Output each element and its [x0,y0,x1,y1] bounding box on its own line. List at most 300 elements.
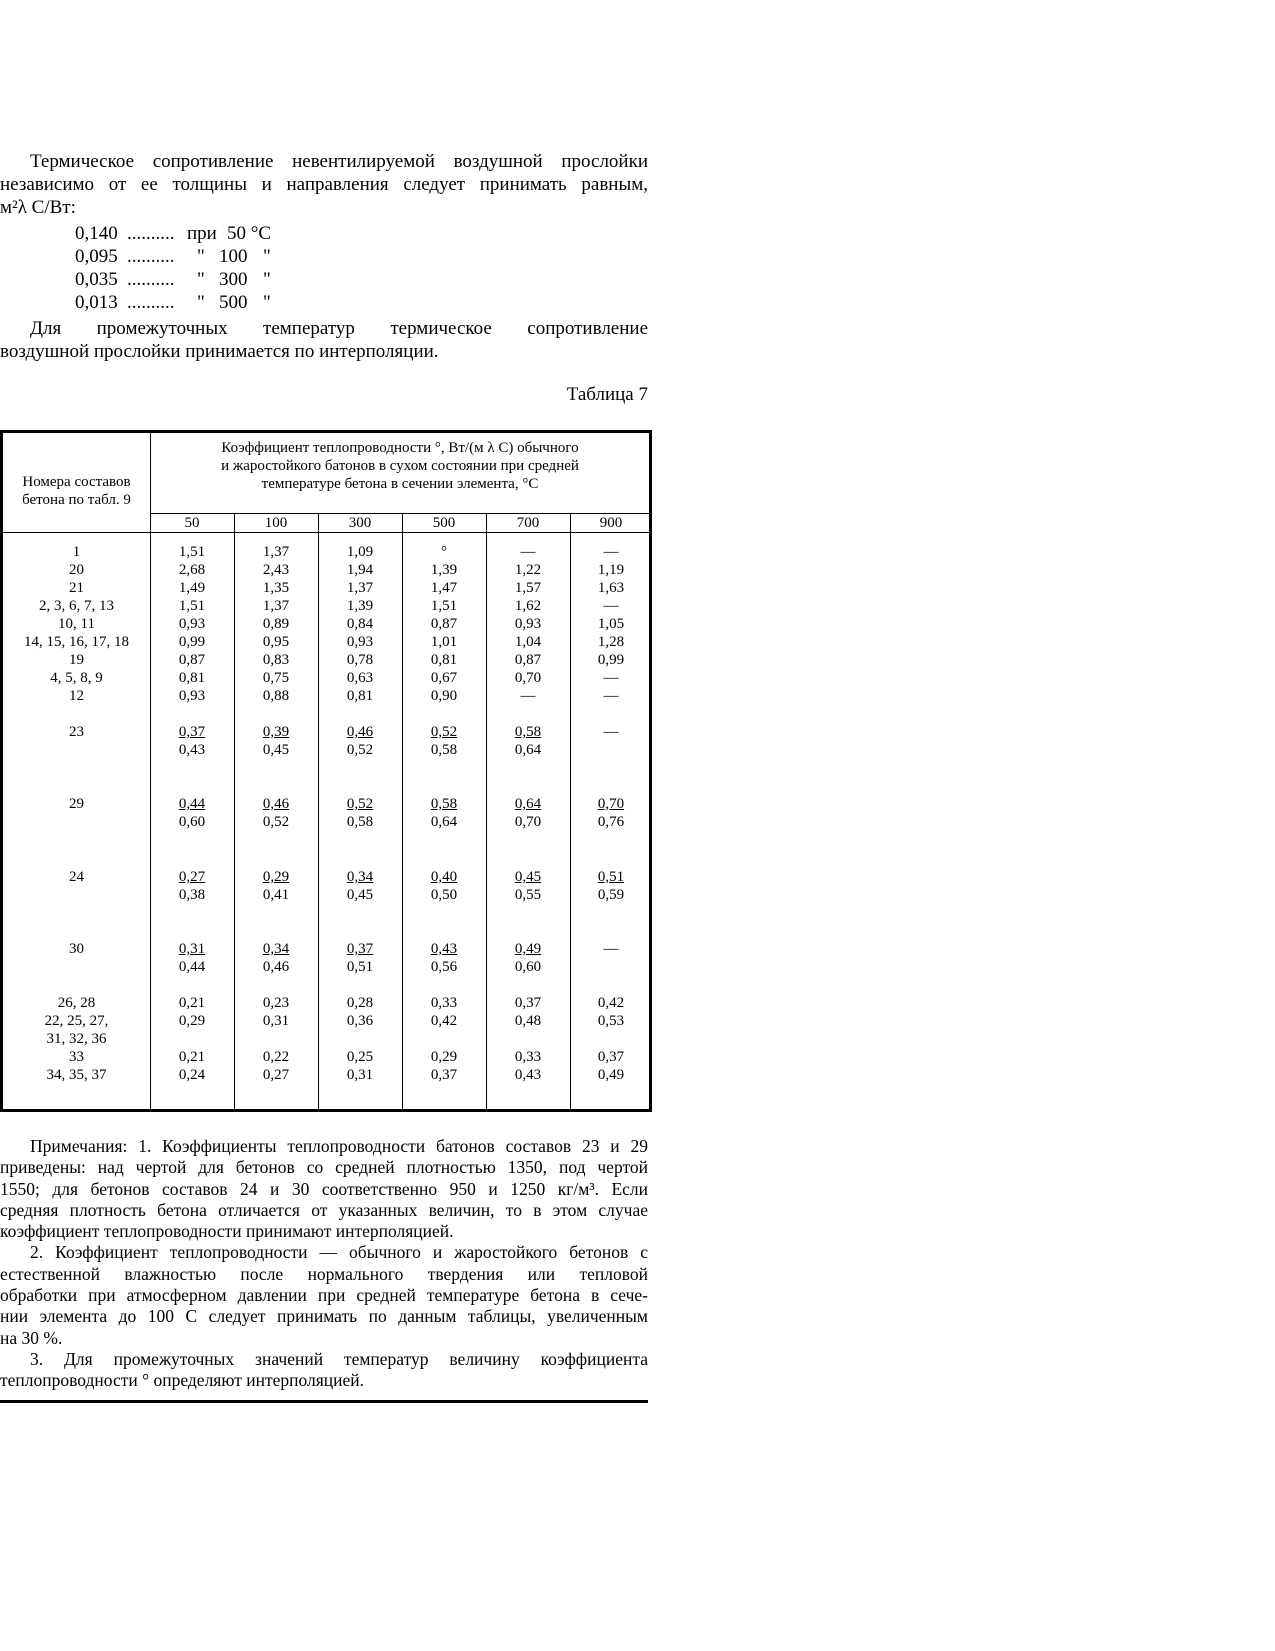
table-cell [150,1048,234,1066]
table-cell [402,1048,486,1066]
table-cell [570,687,652,705]
intro-unit: м²λ C/Вт: [0,197,76,218]
table-cell [150,687,234,705]
conductivity-value: 0,58 [514,724,542,740]
table-cell [318,543,402,561]
resistance-prefix: при [187,223,217,244]
conductivity-value: 1,94 [346,562,374,578]
table-cell [402,561,486,579]
conductivity-value: — [520,544,536,560]
table-cell [570,1066,652,1084]
table-cell [150,994,234,1012]
table-cell [150,633,234,651]
table-cell [234,615,318,633]
resistance-prefix: " [197,292,205,313]
conductivity-value: 0,37 [430,1067,458,1083]
conductivity-value: 0,70 [597,796,625,812]
conductivity-value: 0,33 [430,995,458,1011]
conductivity-value: 0,46 [346,724,374,740]
conductivity-value: 0,29 [430,1049,458,1065]
resistance-suffix: " [263,246,271,267]
table-cell [402,543,486,561]
notes-bottom-rule [0,1400,648,1403]
row-label: 21 [69,580,84,596]
conductivity-value: 1,49 [178,580,206,596]
row-label: 22, 25, 27, [44,1013,109,1029]
conductivity-value: 1,04 [514,634,542,650]
conductivity-value: 1,51 [178,598,206,614]
conductivity-value: 2,43 [262,562,290,578]
resistance-value: 0,140 [75,223,118,244]
conductivity-value: 0,89 [262,616,290,632]
table-title: Таблица 7 [566,384,648,405]
leader-dots: .......... [127,292,175,313]
conductivity-value: 1,35 [262,580,290,596]
note-line-5: коэффициент теплопроводности принимают интерполяцией. [0,1221,454,1242]
note-line-9: нии элемента до 100 C следует принимать по данным таблицы, увеличенным [0,1306,648,1327]
conductivity-value-below-line: 0,46 [262,959,290,975]
resistance-temp: 300 [219,269,248,290]
conductivity-value: 0,37 [178,724,206,740]
leader-dots: .......... [127,246,175,267]
conductivity-value: 0,87 [178,652,206,668]
conductivity-value: 0,34 [262,941,290,957]
conductivity-value-below-line: 0,55 [514,887,542,903]
note-line-8: обработки при атмосферном давлении при средней температуре бетона в сече- [0,1285,648,1306]
row-label: 24 [69,869,84,885]
conductivity-value: 0,34 [346,869,374,885]
intro-line-2: независимо от ее толщины и направления следует принимать равным, [0,174,648,195]
interp-line-1: Для промежуточных температур термическое сопротивление [30,318,648,339]
temperature-header: 300 [348,515,372,531]
table-cell [318,579,402,597]
table-cell [234,687,318,705]
conductivity-value: 2,68 [178,562,206,578]
conductivity-value: 0,39 [262,724,290,740]
resistance-value: 0,095 [75,246,118,267]
table-cell [486,868,570,886]
table-cell [234,651,318,669]
row-label: 31, 32, 36 [46,1031,107,1047]
resistance-prefix: " [197,246,205,267]
conductivity-value: 1,22 [514,562,542,578]
conductivity-value-below-line: 0,45 [346,887,374,903]
table-cell [486,651,570,669]
conductivity-value: 0,27 [178,869,206,885]
temperature-header: 100 [264,515,288,531]
table-cell [318,1048,402,1066]
note-line-12: теплопроводности ° определяют интерполяцией. [0,1370,365,1391]
header-top-line-1: Коэффициент теплопроводности °, Вт/(м λ C) обычного [221,440,579,456]
conductivity-value: 0,43 [514,1067,542,1083]
table-cell [402,579,486,597]
conductivity-value: 0,87 [430,616,458,632]
conductivity-value: 0,93 [178,688,206,704]
conductivity-value-below-line: 0,59 [597,887,625,903]
table-cell [234,597,318,615]
note-line-11: 3. Для промежуточных значений температур величину коэффициента [30,1348,648,1369]
table-cell [402,795,486,813]
table-cell [402,597,486,615]
table-cell [318,795,402,813]
conductivity-value: 1,63 [597,580,625,596]
conductivity-value: 0,43 [430,941,458,957]
header-bottom-rule [3,532,649,533]
row-label: 2, 3, 6, 7, 13 [39,598,114,614]
conductivity-value: 0,23 [262,995,290,1011]
table-cell [234,1048,318,1066]
temperature-header: 50 [184,515,200,531]
table-cell [402,615,486,633]
conductivity-value: 1,47 [430,580,458,596]
table-cell [318,669,402,687]
intro-line-1: Термическое сопротивление невентилируемой воздушной прослойки [30,151,648,172]
table-cell [402,1012,486,1030]
table-cell [486,633,570,651]
interp-line-2: воздушной прослойки принимается по интерполяции. [0,341,439,362]
table-cell [318,1066,402,1084]
conductivity-value: 1,57 [514,580,542,596]
table-cell [402,651,486,669]
leader-dots: .......... [127,269,175,290]
table-cell [570,579,652,597]
temperature-header: 900 [599,515,623,531]
interpolation-paragraph [0,317,648,363]
conductivity-value: 1,28 [597,634,625,650]
conductivity-value: 0,40 [430,869,458,885]
conductivity-value: 0,67 [430,670,458,686]
header-top-line-2: и жаростойкого батонов в сухом состоянии при средней [221,458,579,474]
row-label: 26, 28 [57,995,96,1011]
row-label: 14, 15, 16, 17, 18 [24,634,129,650]
conductivity-value: 0,46 [262,796,290,812]
conductivity-value: 0,42 [430,1013,458,1029]
conductivity-value: 0,31 [262,1013,290,1029]
conductivity-value: 1,51 [178,544,206,560]
conductivity-value: 1,09 [346,544,374,560]
conductivity-value: — [603,670,619,686]
conductivity-value: 1,62 [514,598,542,614]
resistance-value: 0,013 [75,292,118,313]
table-cell [570,633,652,651]
conductivity-value: 0,48 [514,1013,542,1029]
table-cell [570,669,652,687]
conductivity-value: 0,36 [346,1013,374,1029]
conductivity-value: 0,87 [514,652,542,668]
table-cell [318,561,402,579]
conductivity-value: 0,81 [346,688,374,704]
table-cell [234,633,318,651]
table-cell [486,1012,570,1030]
conductivity-value-below-line: 0,70 [514,814,542,830]
row-label: 30 [69,941,84,957]
table-cell [318,868,402,886]
table-cell [150,615,234,633]
row-label: 12 [69,688,84,704]
conductivity-value: 0,63 [346,670,374,686]
conductivity-value: 0,37 [514,995,542,1011]
conductivity-value-below-line: 0,58 [430,742,458,758]
header-left [3,473,150,509]
row-label: 20 [69,562,84,578]
intro-paragraph [0,150,648,219]
row-label: 19 [69,652,84,668]
conductivity-value: 0,93 [178,616,206,632]
table-cell [234,543,318,561]
table-cell [402,1066,486,1084]
conductivity-value: 0,33 [514,1049,542,1065]
conductivity-value-below-line: 0,52 [262,814,290,830]
table-cell [318,940,402,958]
table-cell [570,561,652,579]
table-cell [486,1066,570,1084]
conductivity-value: 0,81 [178,670,206,686]
table-cell [486,543,570,561]
conductivity-value: 0,88 [262,688,290,704]
conductivity-value-below-line: 0,45 [262,742,290,758]
table-cell [402,633,486,651]
table-cell [150,795,234,813]
conductivity-value: — [603,724,619,740]
conductivity-value: ° [441,544,447,560]
row-label: 23 [69,724,84,740]
table-cell [150,561,234,579]
conductivity-value: 0,93 [514,616,542,632]
table-cell [570,597,652,615]
conductivity-value: 0,22 [262,1049,290,1065]
table-cell [570,543,652,561]
table-cell [486,1048,570,1066]
conductivity-value: — [603,688,619,704]
table-cell [234,994,318,1012]
table-cell [486,687,570,705]
table-cell [234,579,318,597]
conductivity-value: 0,42 [597,995,625,1011]
header-left-line-1: Номера составов [22,474,131,490]
table-cell [318,633,402,651]
table-cell [318,723,402,741]
conductivity-value: 1,37 [262,598,290,614]
leader-dots: .......... [127,223,175,244]
conductivity-value: — [520,688,536,704]
conductivity-value-below-line: 0,58 [346,814,374,830]
resistance-suffix: " [263,292,271,313]
table-cell [318,994,402,1012]
conductivity-value: 1,39 [430,562,458,578]
table-cell [486,561,570,579]
table-cell [150,597,234,615]
conductivity-value: 0,31 [178,941,206,957]
table-cell [150,940,234,958]
header-top-line-3: температуре бетона в сечении элемента, °С [261,476,539,492]
conductivity-value: 0,75 [262,670,290,686]
conductivity-value: 0,29 [262,869,290,885]
conductivity-value: 0,21 [178,995,206,1011]
conductivity-value: — [603,598,619,614]
table-cell [150,868,234,886]
conductivity-value-below-line: 0,50 [430,887,458,903]
table-cell [402,669,486,687]
row-label: 29 [69,796,84,812]
conductivity-value-below-line: 0,51 [346,959,374,975]
conductivity-value: 0,29 [178,1013,206,1029]
table-cell [486,615,570,633]
table-cell [486,669,570,687]
conductivity-value: 0,37 [597,1049,625,1065]
notes [0,1136,648,1392]
conductivity-value-below-line: 0,43 [178,742,206,758]
table-cell [318,687,402,705]
table-cell [402,687,486,705]
table-cell [318,597,402,615]
table-cell [234,1012,318,1030]
conductivity-value-below-line: 0,60 [514,959,542,975]
conductivity-value: 0,27 [262,1067,290,1083]
conductivity-value: 0,95 [262,634,290,650]
conductivity-value: 1,37 [346,580,374,596]
conductivity-value: 0,25 [346,1049,374,1065]
table-cell [402,868,486,886]
conductivity-value: 1,05 [597,616,625,632]
temperature-header: 700 [516,515,540,531]
conductivity-value: 0,52 [346,796,374,812]
conductivity-value: 0,53 [597,1013,625,1029]
conductivity-value: 0,51 [597,869,625,885]
table-cell [318,651,402,669]
table-cell [570,1048,652,1066]
conductivity-value: 0,64 [514,796,542,812]
conductivity-value: 0,24 [178,1067,206,1083]
conductivity-value: 0,70 [514,670,542,686]
note-line-7: естественной влажностью после нормального твердения или тепловой [0,1263,648,1284]
table-cell [570,723,652,741]
conductivity-value: 0,45 [514,869,542,885]
table-cell [486,597,570,615]
row-label: 34, 35, 37 [46,1067,107,1083]
table-cell [570,615,652,633]
table-cell [486,795,570,813]
table-cell [150,723,234,741]
table-cell [234,868,318,886]
conductivity-value: 0,31 [346,1067,374,1083]
conductivity-value: 1,51 [430,598,458,614]
table-cell [570,795,652,813]
table-cell [150,669,234,687]
conductivity-value-below-line: 0,60 [178,814,206,830]
resistance-temp: 100 [219,246,248,267]
conductivity-value: 1,01 [430,634,458,650]
conductivity-table [0,430,652,1112]
resistance-temp: 500 [219,292,248,313]
conductivity-value: 0,99 [597,652,625,668]
note-line-2: приведены: над чертой для бетонов со средней плотностью 1350, под чертой [0,1157,648,1178]
table-cell [234,795,318,813]
conductivity-value-below-line: 0,41 [262,887,290,903]
conductivity-value: 0,52 [430,724,458,740]
resistance-prefix: " [197,269,205,290]
table-cell [318,615,402,633]
conductivity-value: — [603,544,619,560]
conductivity-value: 0,49 [514,941,542,957]
table-cell [486,940,570,958]
conductivity-value-below-line: 0,38 [178,887,206,903]
conductivity-value-below-line: 0,64 [514,742,542,758]
conductivity-value: 1,39 [346,598,374,614]
row-label: 33 [69,1049,84,1065]
conductivity-value: — [603,941,619,957]
conductivity-value: 1,37 [262,544,290,560]
table-cell [234,940,318,958]
note-line-3: 1550; для бетонов составов 24 и 30 соответственно 950 и 1250 кг/м³. Если [0,1178,648,1199]
conductivity-value: 0,78 [346,652,374,668]
table-cell [570,994,652,1012]
resistance-suffix: " [263,269,271,290]
table-cell [570,1012,652,1030]
table-cell [486,994,570,1012]
conductivity-value: 0,81 [430,652,458,668]
resistance-value: 0,035 [75,269,118,290]
table-cell [150,1012,234,1030]
conductivity-value-below-line: 0,52 [346,742,374,758]
table-cell [234,561,318,579]
header-left-line-2: бетона по табл. 9 [22,492,131,508]
note-line-6: 2. Коэффициент теплопроводности — обычного и жаростойкого бетонов с [30,1242,648,1263]
table-cell [150,1066,234,1084]
row-label: 1 [72,544,81,560]
conductivity-value: 0,58 [430,796,458,812]
note-line-10: на 30 %. [0,1327,63,1348]
conductivity-value: 0,49 [597,1067,625,1083]
conductivity-value: 0,37 [346,941,374,957]
note-line-4: средняя плотность бетона отличается от указанных величин, то в этом случае [0,1199,648,1220]
conductivity-value: 0,99 [178,634,206,650]
conductivity-value-below-line: 0,44 [178,959,206,975]
row-label: 4, 5, 8, 9 [50,670,103,686]
table-cell [402,723,486,741]
table-cell [486,723,570,741]
table-cell [402,994,486,1012]
temperature-header: 500 [432,515,456,531]
conductivity-value: 0,44 [178,796,206,812]
table-cell [486,579,570,597]
table-cell [570,651,652,669]
row-label: 10, 11 [58,616,95,632]
conductivity-value: 0,28 [346,995,374,1011]
conductivity-value: 0,93 [346,634,374,650]
table-cell [570,868,652,886]
table-cell [150,651,234,669]
conductivity-value: 0,84 [346,616,374,632]
table-cell [402,940,486,958]
header-top [151,439,649,493]
note-line-1: Примечания: 1. Коэффициенты теплопроводности батонов составов 23 и 29 [30,1136,648,1156]
table-cell [318,1012,402,1030]
conductivity-value-below-line: 0,56 [430,959,458,975]
table-cell [234,1066,318,1084]
table-cell [234,669,318,687]
table-cell [150,579,234,597]
table-cell [234,723,318,741]
conductivity-value: 0,90 [430,688,458,704]
conductivity-value: 0,83 [262,652,290,668]
resistance-temp: 50 °С [227,223,272,244]
table-cell [150,543,234,561]
conductivity-value-below-line: 0,64 [430,814,458,830]
conductivity-value: 1,19 [597,562,625,578]
conductivity-value-below-line: 0,76 [597,814,625,830]
table-cell [570,940,652,958]
conductivity-value: 0,21 [178,1049,206,1065]
